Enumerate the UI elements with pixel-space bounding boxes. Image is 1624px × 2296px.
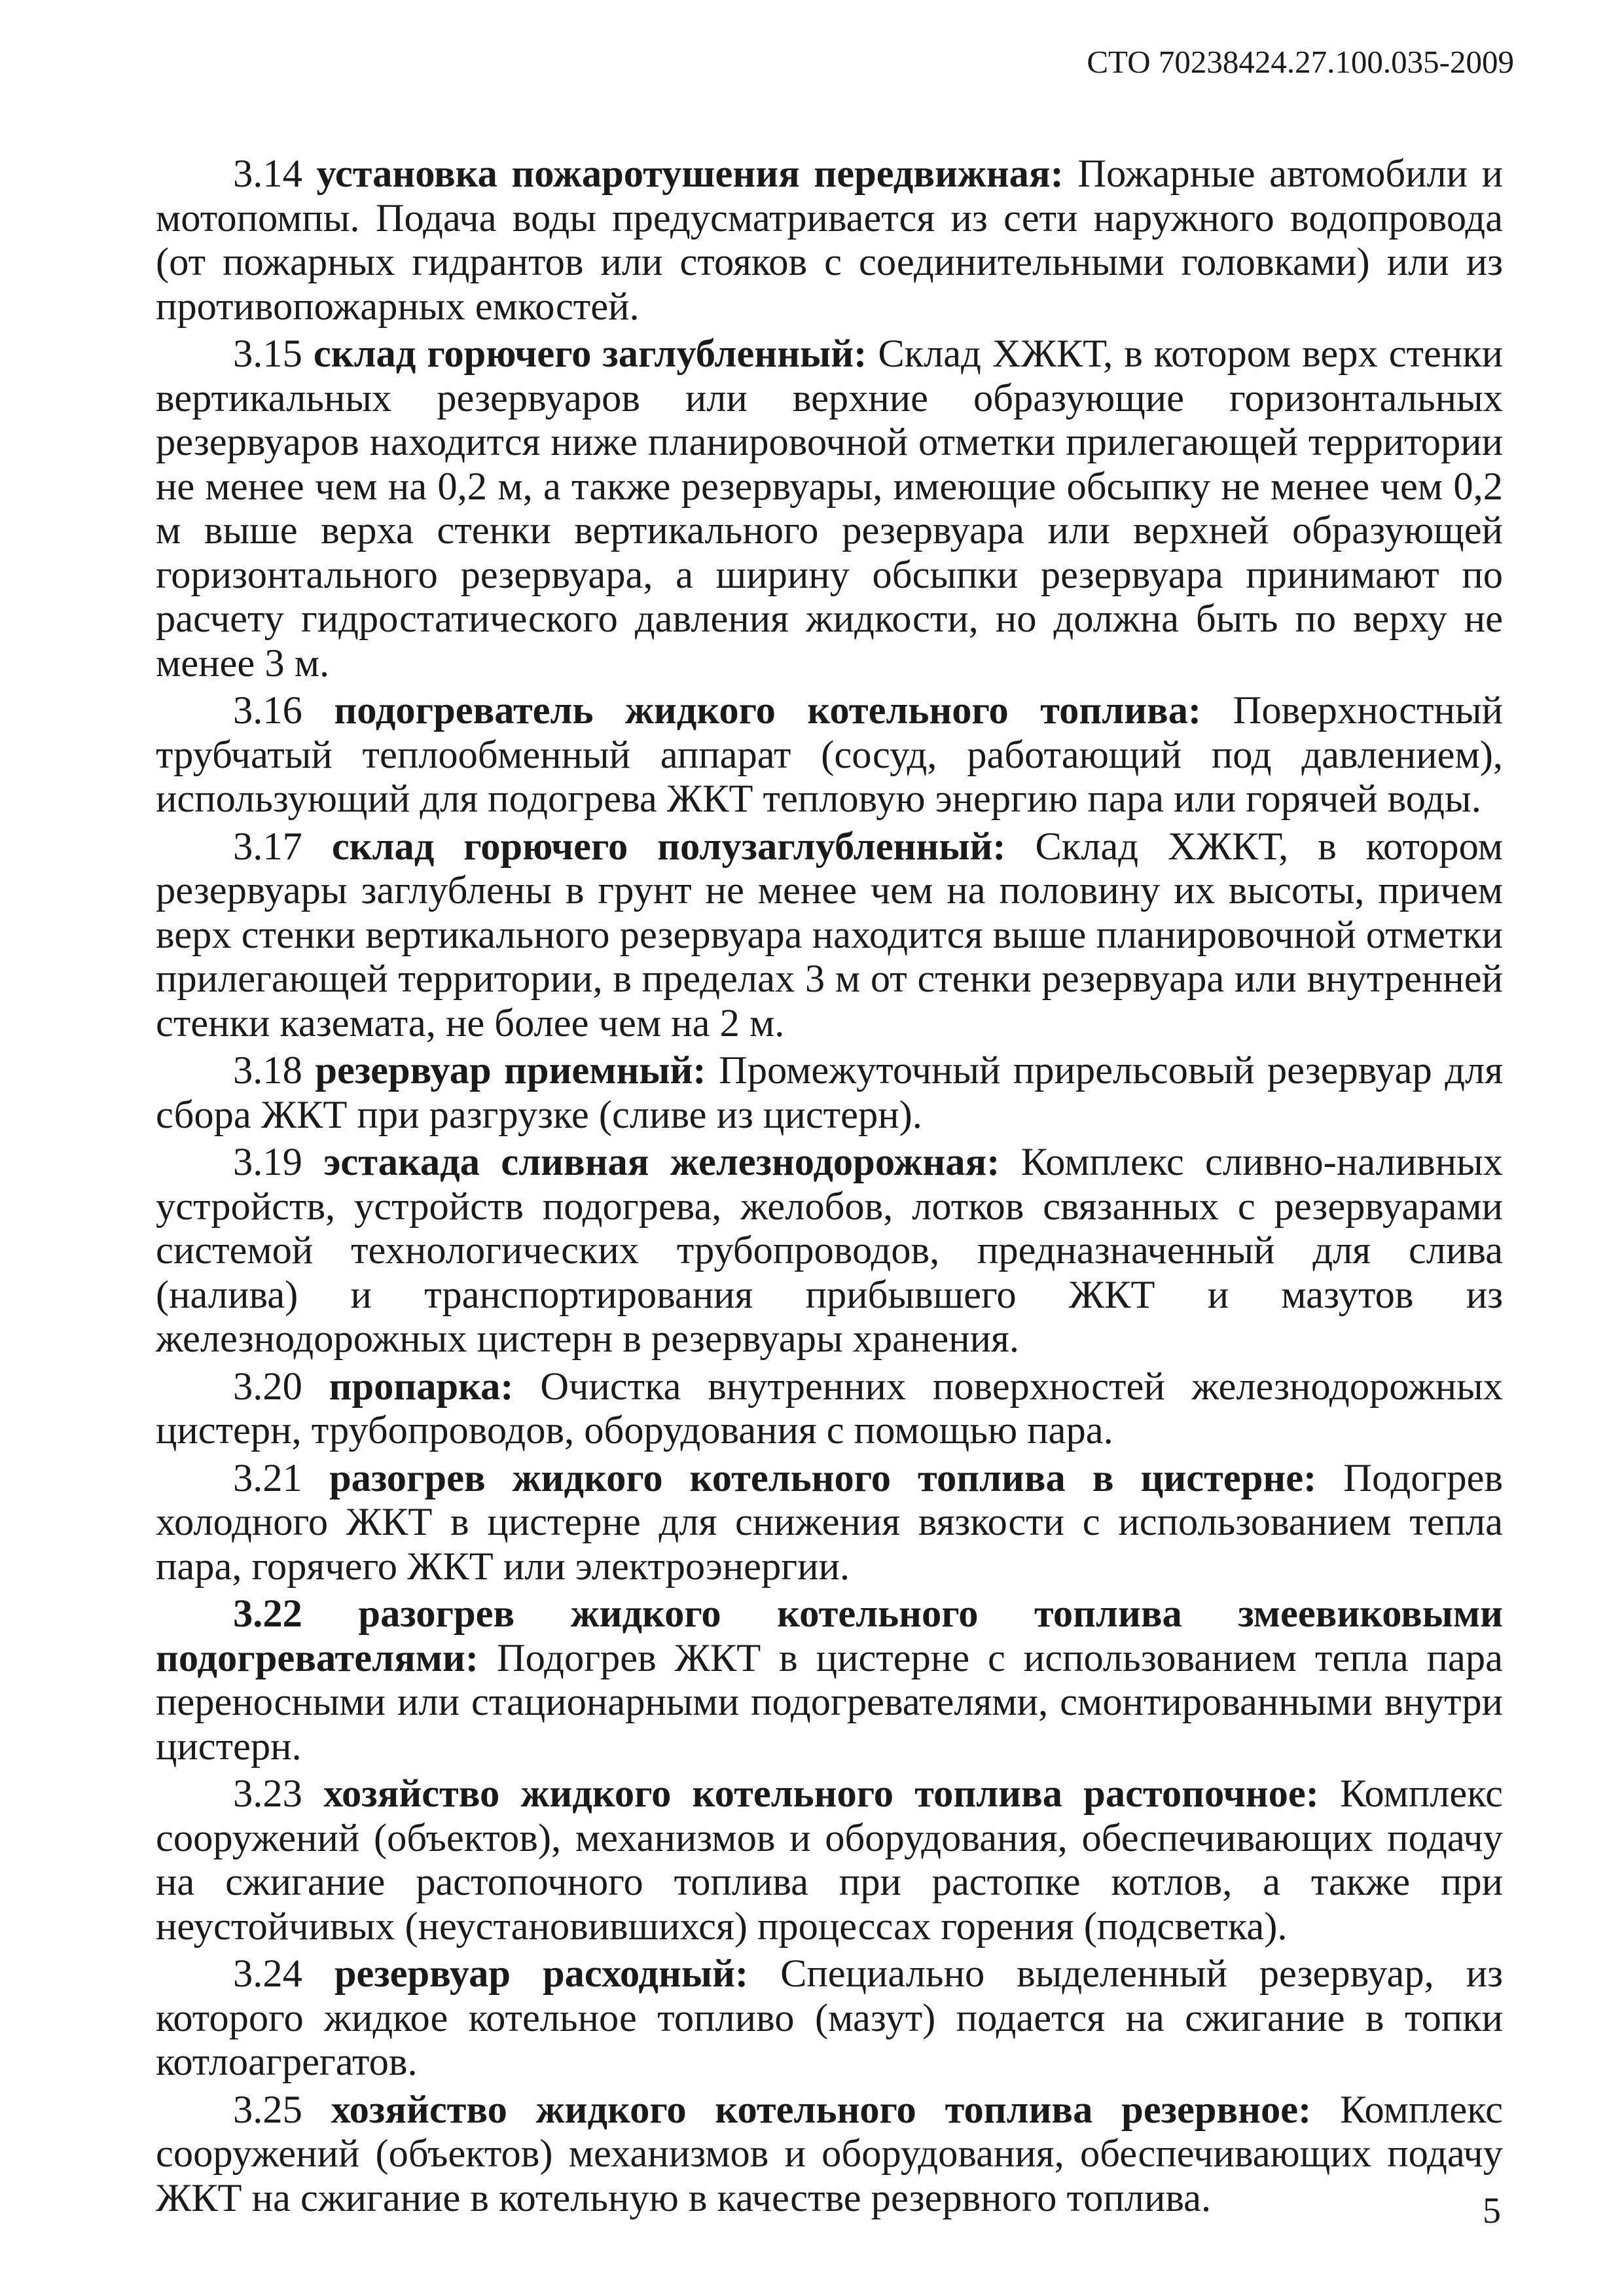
definition-text: Пожарные автомобили и мотопомпы. Подача воды предусматривается из сети наружного водопровода (от пожарных гидрантов или стояков с соединительными головками) или из противопожарных емкостей. [156, 152, 1504, 329]
term: пропарка: [329, 1364, 514, 1408]
definition-3-16 [156, 689, 1503, 821]
term: эстакада сливная железнодорожная: [323, 1140, 1000, 1184]
definition-text: Склад ХЖКТ, в котором верх стенки вертикальных резервуаров или верхние образующие горизонтальных резервуаров находится ниже планировочной отметки прилегающей территории не менее чем на 0,2 м, а также резервуары, имеющие обсыпку не менее чем 0,2 м выше верха стенки вертикального резервуара или верхней образующей горизонтального резервуара, а ширину обсыпки резервуара принимают по расчету гидростатического давления жидкости, но должна быть по верху не менее 3 м. [156, 332, 1504, 685]
clause-number: 3.14 [233, 152, 302, 196]
term: разогрев жидкого котельного топлива в цистерне: [329, 1456, 1317, 1500]
clause-number: 3.24 [233, 1952, 302, 1996]
term: установка пожаротушения передвижная: [316, 152, 1064, 196]
definition-text: Подогрев холодного ЖКТ в цистерне для снижения вязкости с использованием тепла пара, горячего ЖКТ или электроэнергии. [156, 1456, 1504, 1588]
term: резервуар расходный: [334, 1952, 749, 1996]
definition-3-15 [156, 332, 1503, 685]
definition-text: Склад ХЖКТ, в котором резервуары заглублены в грунт не менее чем на половину их высоты, причем верх стенки вертикального резервуара находится выше планировочной отметки прилегающей территории, в пределах 3 м от стенки резервуара или внутренней стенки каземата, не более чем на 2 м. [156, 824, 1503, 1045]
definition-text: Очистка внутренних поверхностей железнодорожных цистерн, трубопроводов, оборудования с помощью пара. [156, 1364, 1504, 1452]
clause-number: 3.15 [233, 332, 302, 376]
definition-text: Подогрев ЖКТ в цистерне с использованием тепла пара переносными или стационарными подогревателями, смонтированными внутри цистерн. [156, 1636, 1503, 1768]
definition-3-17 [156, 825, 1503, 1046]
term: хозяйство жидкого котельного топлива резервное: [331, 2087, 1312, 2132]
definition-3-23 [156, 1772, 1503, 1948]
definition-3-24 [156, 1952, 1503, 2085]
document-code-header: СТО 70238424.27.100.035-2009 [1087, 44, 1514, 80]
clause-number: 3.17 [233, 824, 302, 869]
definition-text: Промежуточный прирельсовый резервуар для сбора ЖКТ при разгрузке (сливе из цистерн). [156, 1049, 1504, 1137]
clause-number: 3.23 [233, 1772, 302, 1816]
definition-text: Поверхностный трубчатый теплообменный аппарат (сосуд, работающий под давлением), использующий для подогрева ЖКТ тепловую энергию пара или горячей воды. [156, 689, 1504, 821]
clause-number: 3.19 [233, 1140, 302, 1184]
definition-text: Специально выделенный резервуар, из которого жидкое котельное топливо (мазут) подается на сжигание в топки котлоагрегатов. [156, 1952, 1503, 2084]
definition-text: Комплекс сооружений (объектов), механизмов и оборудования, обеспечивающих подачу на сжигание растопочного топлива при растопке котлов, а также при неустойчивых (неустановившихся) процессах горения (подсветка). [156, 1772, 1503, 1948]
clause-number: 3.25 [233, 2087, 302, 2132]
term: подогреватель жидкого котельного топлива: [334, 689, 1202, 732]
definition-3-20 [156, 1365, 1503, 1453]
definition-3-22 [156, 1592, 1503, 1768]
definition-3-14 [156, 152, 1503, 329]
definition-text: Комплекс сооружений (объектов) механизмов и оборудования, обеспечивающих подачу ЖКТ на сжигание в котельную в качестве резервного топлива. [156, 2087, 1504, 2220]
term: резервуар приемный: [315, 1049, 706, 1092]
term: склад горючего заглубленный: [313, 332, 867, 376]
clause-number: 3.22 [233, 1592, 302, 1636]
clause-number: 3.21 [233, 1456, 302, 1500]
term: разогрев жидкого котельного топлива змеевиковыми подогревателями: [156, 1592, 1503, 1680]
clause-number: 3.18 [233, 1049, 302, 1092]
term: хозяйство жидкого котельного топлива растопочное: [323, 1772, 1319, 1816]
definition-3-18 [156, 1049, 1503, 1137]
definition-3-25 [156, 2088, 1503, 2221]
definitions-list [156, 152, 1503, 2223]
term: склад горючего полузаглубленный: [331, 824, 1006, 869]
definition-3-21 [156, 1456, 1503, 1589]
definition-text: Комплекс сливно-наливных устройств, устройств подогрева, желобов, лотков связанных с резервуарами системой технологических трубопроводов, предназначенный для слива (налива) и транспортирования прибывшего ЖКТ и мазутов из железнодорожных цистерн в резервуары хранения. [156, 1140, 1503, 1361]
definition-3-19 [156, 1140, 1503, 1361]
clause-number: 3.16 [233, 689, 302, 732]
page-number: 5 [1483, 2191, 1501, 2231]
clause-number: 3.20 [233, 1364, 302, 1408]
